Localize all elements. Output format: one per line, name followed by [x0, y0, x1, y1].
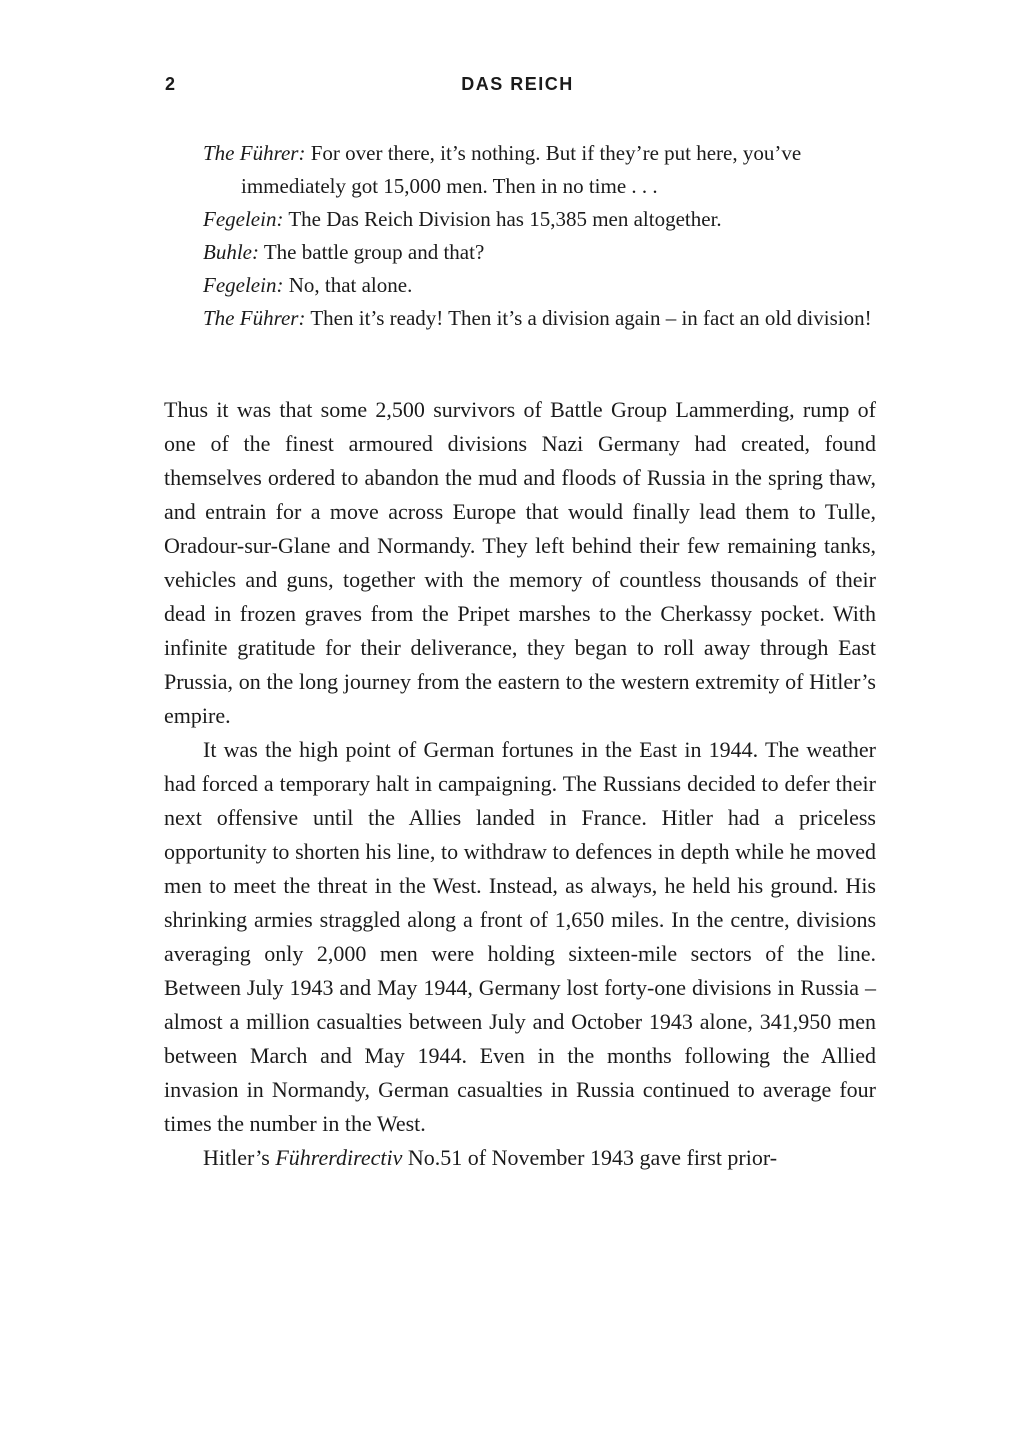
speaker-name: The Führer: — [203, 141, 306, 165]
paragraph-text: No.51 of November 1943 gave first prior- — [402, 1145, 778, 1170]
dialogue-excerpt — [203, 137, 883, 335]
speech-text: For over there, it’s nothing. But if they’re put here, you’ve immediately got 15,000 men. Then in no time . . . — [241, 141, 802, 198]
dialogue-line — [203, 302, 883, 335]
speaker-name: Fegelein: — [203, 273, 284, 297]
paragraph: Thus it was that some 2,500 survivors of Battle Group Lammerding, rump of one of the finest armoured divisions Nazi Germany had created, found themselves ordered to abandon the mud and floods of Russia in the spring thaw, and entrain for a move across Europe that would finally lead them to Tulle, Oradour-sur-Glane and Normandy. They left behind their few remaining tanks, vehicles and guns, together with the memory of countless thousands of their dead in frozen graves from the Pripet marshes to the Cherkassy pocket. With infinite gratitude for their deliverance, they began to roll away through East Prussia, on the long journey from the eastern to the western extremity of Hitler’s empire. — [164, 397, 876, 728]
page-number: 2 — [165, 74, 177, 94]
speaker-name: Fegelein: — [203, 207, 284, 231]
dialogue-line — [203, 236, 883, 269]
speech-text: The battle group and that? — [263, 240, 485, 264]
running-header — [0, 74, 1035, 104]
speaker-name: The Führer: — [203, 306, 306, 330]
running-title: DAS REICH — [461, 74, 574, 94]
paragraph: It was the high point of German fortunes in the East in 1944. The weather had forced a temporary halt in campaigning. The Russians decided to defer their next offensive until the Allies landed in France. Hitler had a priceless opportunity to shorten his line, to withdraw to defences in depth while he moved men to meet the threat in the West. Instead, as always, he held his ground. His shrinking armies straggled along a front of 1,650 miles. In the centre, divisions averaging only 2,000 men were holding sixteen-mile sectors of the line. Between July 1943 and May 1944, Germany lost forty-one divisions in Russia – almost a million casualties between July and October 1943 alone, 341,950 men between March and May 1944. Even in the months following the Allied invasion in Normandy, German casualties in Russia continued to average four times the number in the West. — [164, 737, 876, 1136]
speech-text: The Das Reich Division has 15,385 men altogether. — [288, 207, 722, 231]
paragraph — [164, 1141, 876, 1175]
speech-text: No, that alone. — [288, 273, 413, 297]
italic-term: Führerdirectiv — [275, 1145, 403, 1170]
dialogue-line — [203, 137, 883, 203]
speech-text: Then it’s ready! Then it’s a division again – in fact an old division! — [310, 306, 872, 330]
paragraph-text: Hitler’s — [203, 1145, 276, 1170]
dialogue-line — [203, 269, 883, 302]
dialogue-line — [203, 203, 883, 236]
speaker-name: Buhle: — [203, 240, 259, 264]
body-text — [164, 393, 876, 1175]
